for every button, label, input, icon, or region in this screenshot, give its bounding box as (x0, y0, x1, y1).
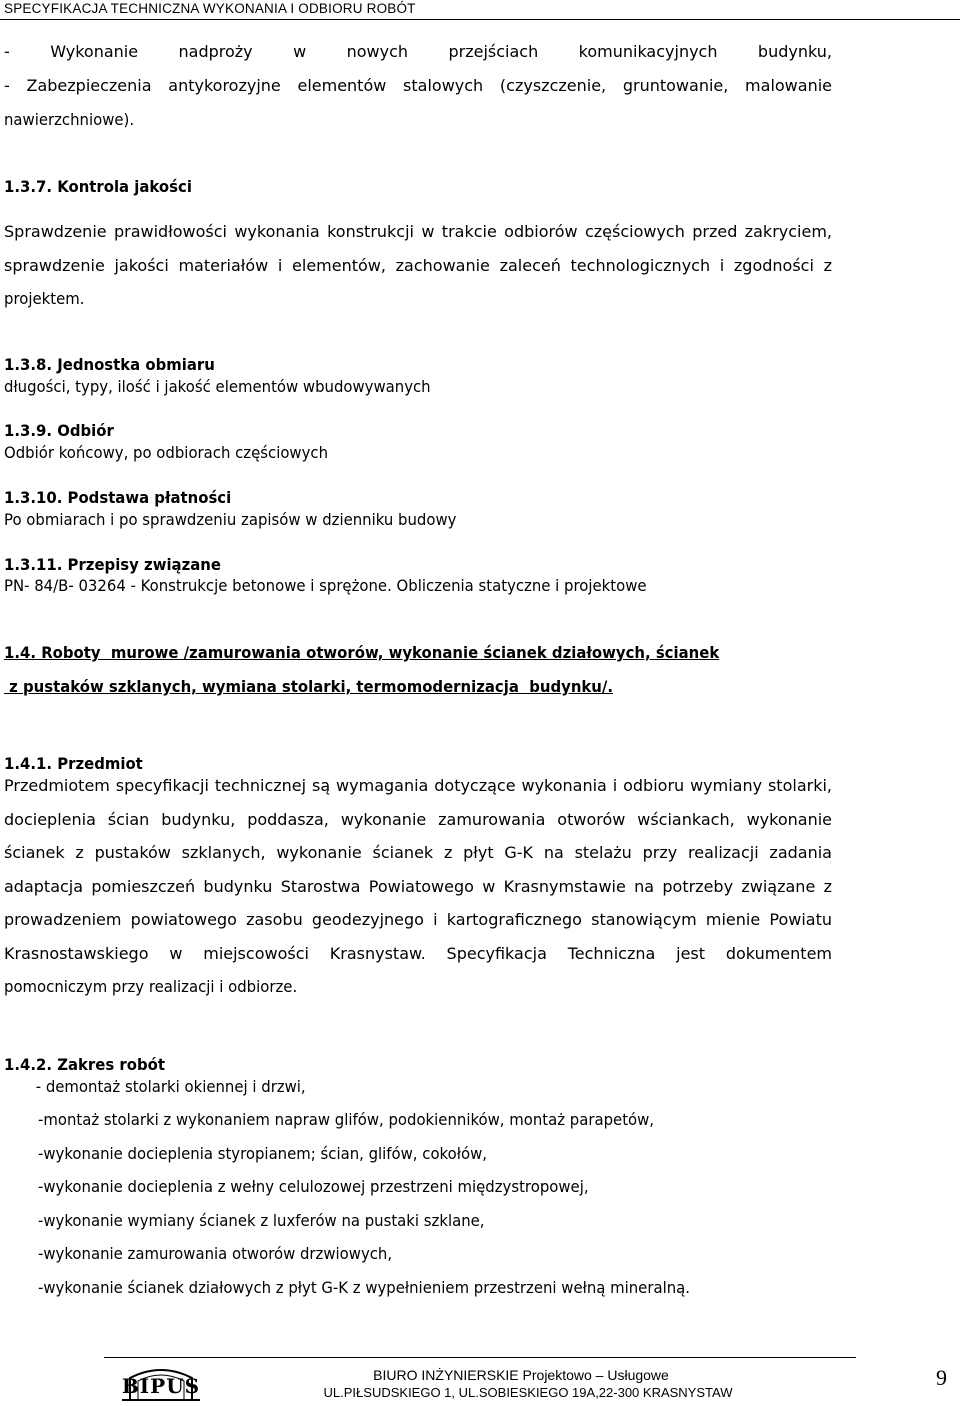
footer-company: BIURO INŻYNIERSKIE Projektowo – Usługowe (373, 1367, 669, 1383)
list-item: -wykonanie docieplenia z wełny celulozowej przestrzeni międzystropowej, (38, 1177, 589, 1196)
list-item: nawierzchniowe). (4, 110, 135, 129)
paragraph-line: pomocniczym przy realizacji i odbiorze. (4, 977, 298, 996)
section-heading-1-3-11: 1.3.11. Przepisy związane (4, 555, 221, 574)
section-heading-1-3-10: 1.3.10. Podstawa płatności (4, 488, 232, 507)
list-item: - Zabezpieczenia antykorozyjne elementów stalowych (czyszczenie, gruntowanie, malowanie (4, 76, 832, 95)
paragraph-line: Krasnostawskiego w miejscowości Krasnystaw. Specyfikacja Techniczna jest dokumentem (4, 944, 832, 963)
section-heading-1-3-7: 1.3.7. Kontrola jakości (4, 177, 192, 196)
bipus-logo (120, 1366, 202, 1402)
footer-address: UL.PIŁSUDSKIEGO 1, UL.SOBIESKIEGO 19A,22-300 KRASNYSTAW (323, 1385, 733, 1400)
paragraph-line: adaptacja pomieszczeń budynku Starostwa Powiatowego w Krasnymstawie na potrzeby związane z (4, 877, 832, 896)
paragraph-line: projektem. (4, 289, 85, 308)
section-heading-1-3-9: 1.3.9. Odbiór (4, 421, 114, 440)
paragraph-line: sprawdzenie jakości materiałów i elementów, zachowanie zaleceń technologicznych i zgodności z (4, 256, 832, 275)
list-item: -montaż stolarki z wykonaniem napraw glifów, podokienników, montaż parapetów, (38, 1110, 655, 1129)
paragraph-line: Przedmiotem specyfikacji technicznej są wymagania dotyczące wykonania i odbioru wymiany stolarki, (4, 776, 832, 795)
section-text: PN- 84/B- 03264 - Konstrukcje betonowe i sprężone. Obliczenia statyczne i projektowe (4, 576, 647, 595)
list-item: -wykonanie ścianek działowych z płyt G-K z wypełnieniem przestrzeni wełną mineralną. (38, 1278, 690, 1297)
header-rule (0, 19, 960, 20)
list-item: - demontaż stolarki okiennej i drzwi, (31, 1077, 306, 1096)
paragraph-line: Sprawdzenie prawidłowości wykonania konstrukcji w trakcie odbiorów częściowych przed zakryciem, (4, 222, 832, 241)
section-title-1-4-cont: z pustaków szklanych, wymiana stolarki, termomodernizacja budynku/. (4, 677, 613, 696)
page-number: 9 (936, 1365, 947, 1390)
section-heading-1-4-2: 1.4.2. Zakres robót (4, 1055, 165, 1074)
section-title-1-4: 1.4. Roboty murowe /zamurowania otworów, wykonanie ścianek działowych, ścianek (4, 643, 720, 662)
section-text: Po obmiarach i po sprawdzeniu zapisów w dzienniku budowy (4, 510, 457, 529)
section-text: Odbiór końcowy, po odbiorach częściowych (4, 443, 329, 462)
paragraph-line: ścianek z pustaków szklanych, wykonanie ścianek z płyt G-K na stelażu przy realizacji zadania (4, 843, 832, 862)
section-heading-1-4-1: 1.4.1. Przedmiot (4, 754, 143, 773)
list-item: -wykonanie docieplenia styropianem; ścian, glifów, cokołów, (38, 1144, 487, 1163)
footer-rule (104, 1357, 856, 1358)
paragraph-line: docieplenia ścian budynku, poddasza, wykonanie zamurowania otworów wściankach, wykonanie (4, 810, 832, 829)
section-heading-1-3-8: 1.3.8. Jednostka obmiaru (4, 355, 215, 374)
paragraph-line: prowadzeniem powiatowego zasobu geodezyjnego i kartograficznego stanowiącym mienie Powiatu (4, 910, 832, 929)
list-item: - Wykonanie nadproży w nowych przejściach komunikacyjnych budynku, (4, 42, 832, 61)
logo-text: BIPUS (121, 1374, 201, 1398)
list-item: -wykonanie wymiany ścianek z luxferów na pustaki szklane, (38, 1211, 485, 1230)
list-item: -wykonanie zamurowania otworów drzwiowych, (38, 1244, 393, 1263)
header-title: SPECYFIKACJA TECHNICZNA WYKONANIA I ODBIORU ROBÓT (4, 1, 416, 16)
section-text: długości, typy, ilość i jakość elementów wbudowywanych (4, 377, 431, 396)
